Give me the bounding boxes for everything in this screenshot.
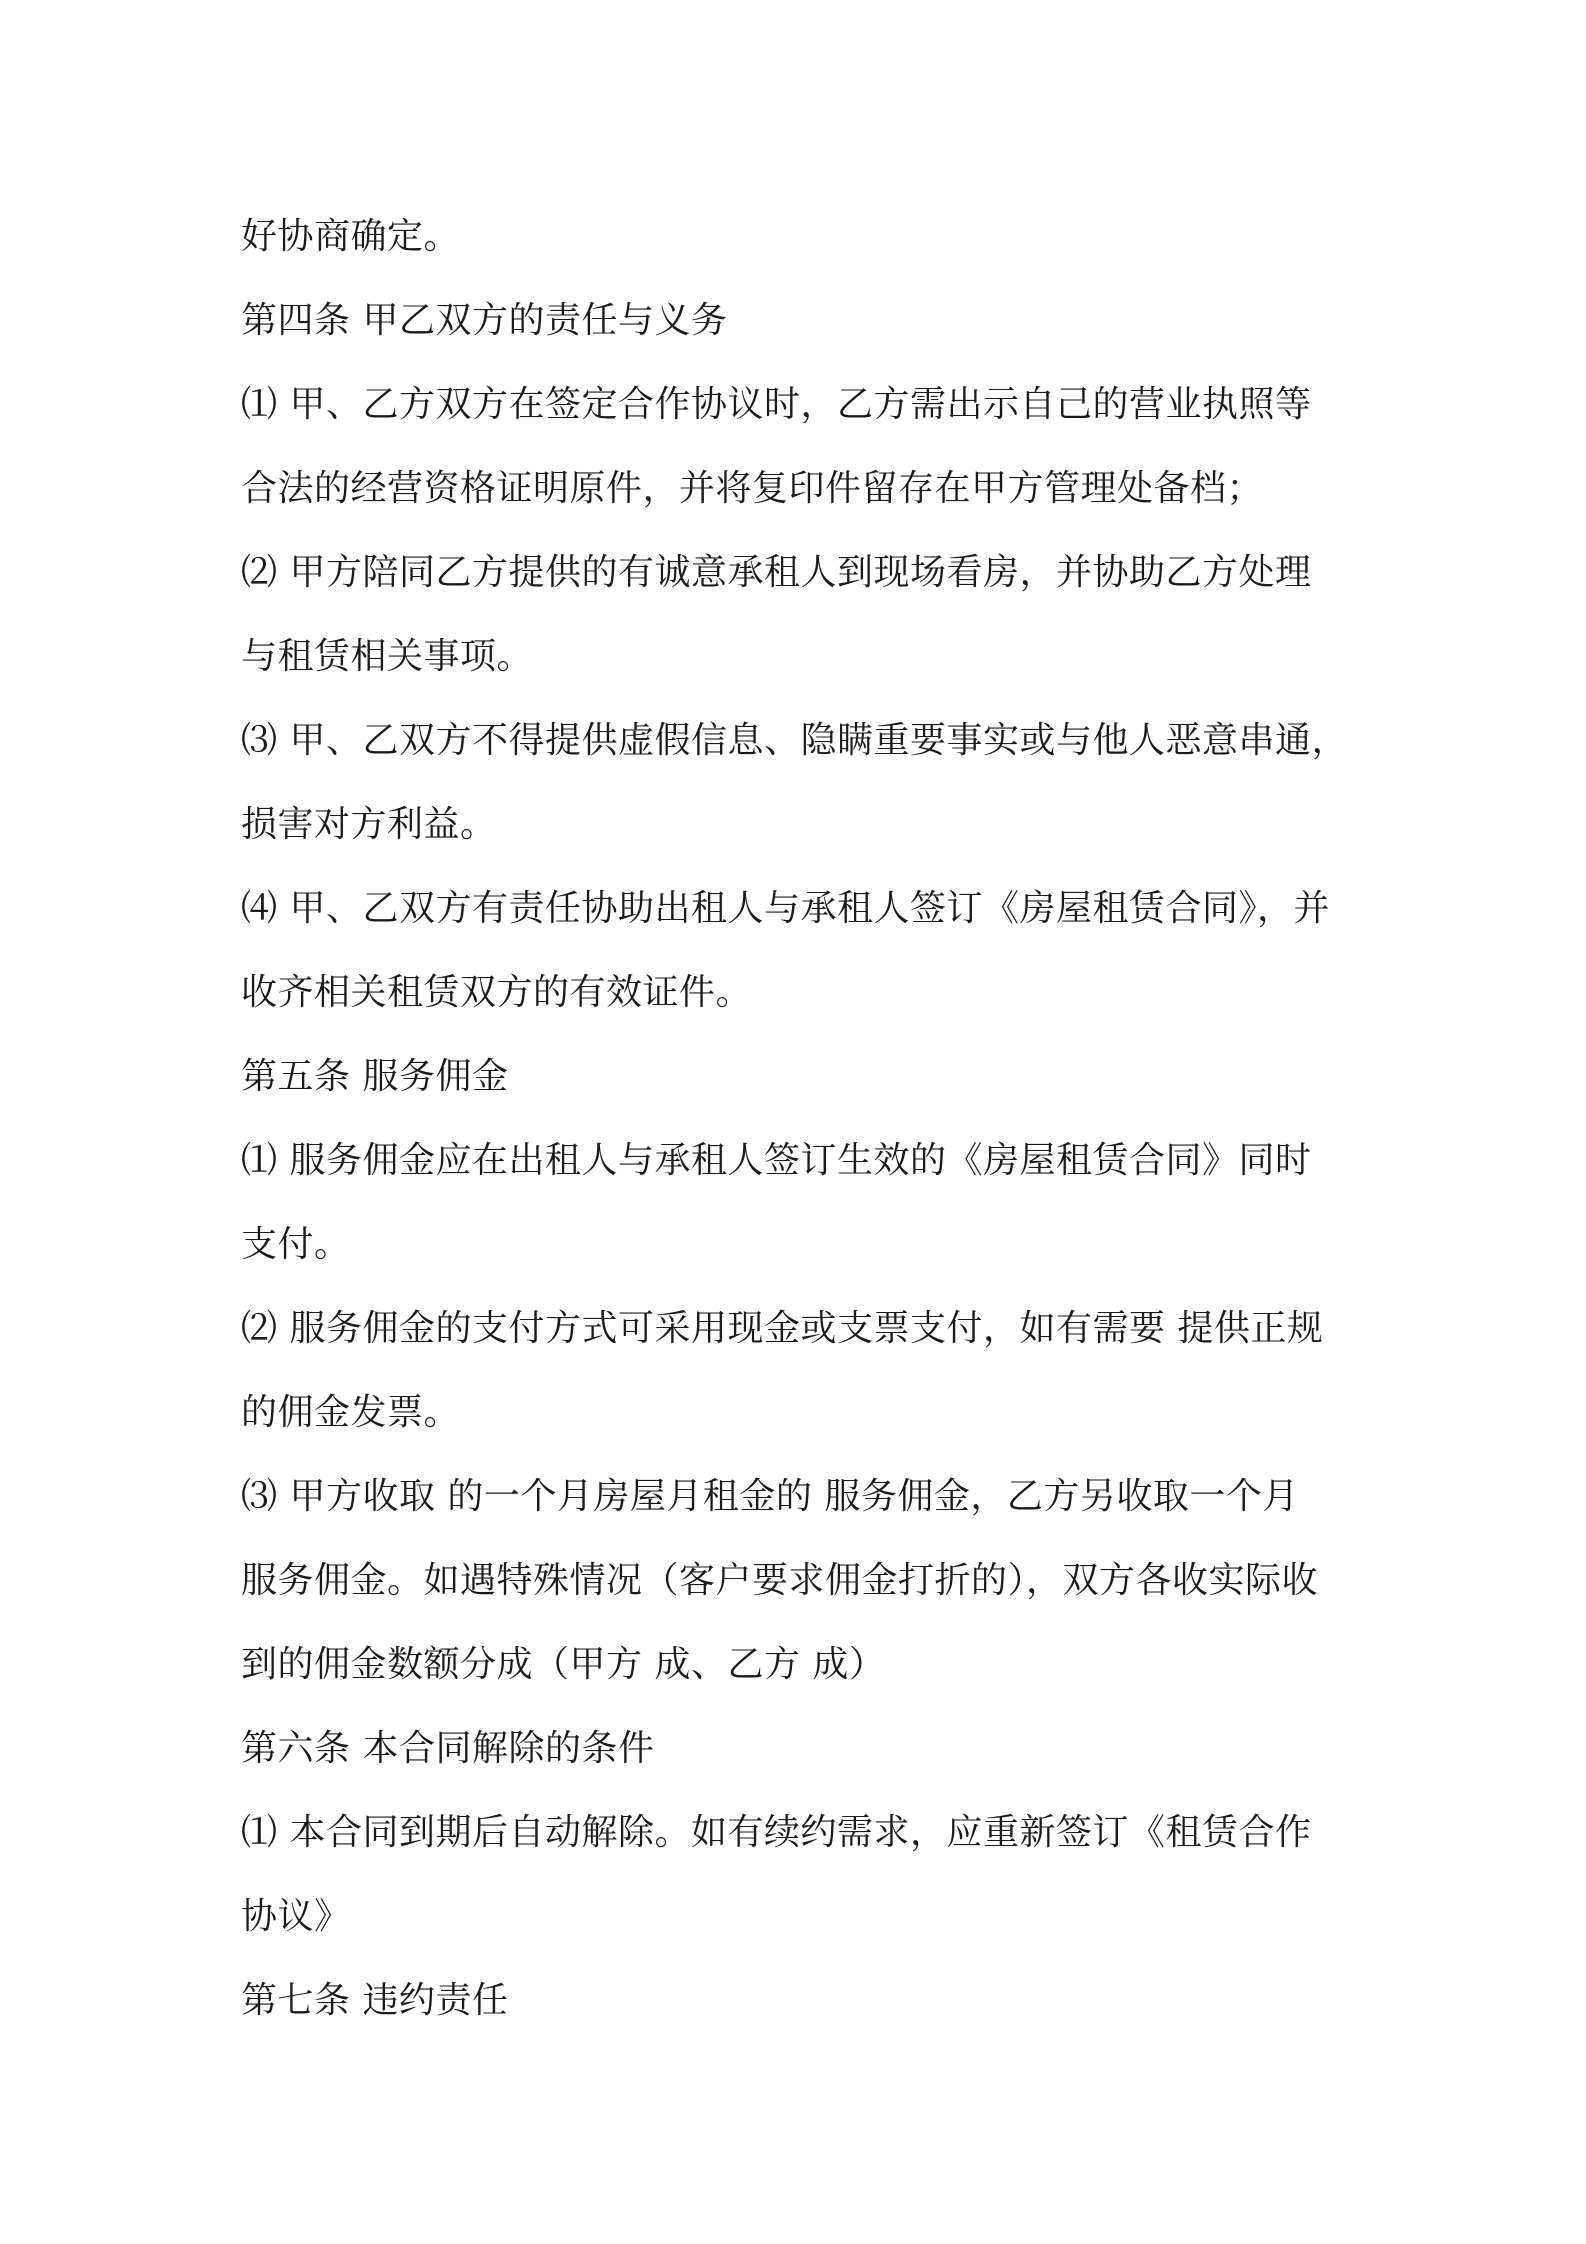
text-line: 协议》 — [241, 1896, 351, 1937]
text-line: 服务佣金。如遇特殊情况（客户要求佣金打折的），双方各收实际收 — [241, 1560, 1319, 1601]
article-4-heading: 第四条 甲乙双方的责任与义务 — [241, 300, 728, 341]
text-line: ⑵ 服务佣金的支付方式可采用现金或支票支付，如有需要 提供正规 — [241, 1308, 1324, 1349]
text-line: 好协商确定。 — [241, 216, 461, 257]
text-line: 的佣金发票。 — [241, 1392, 461, 1433]
text-line: 损害对方利益。 — [241, 804, 497, 845]
text-line: 合法的经营资格证明原件，并将复印件留存在甲方管理处备档； — [241, 468, 1264, 509]
text-line: 到的佣金数额分成（甲方 成、乙方 成） — [241, 1644, 886, 1685]
text-line: ⑴ 服务佣金应在出租人与承租人签订生效的《房屋租赁合同》同时 — [241, 1140, 1312, 1181]
document-body — [241, 195, 1371, 2043]
text-line: ⑷ 甲、乙双方有责任协助出租人与承租人签订《房屋租赁合同》，并 — [241, 888, 1330, 929]
text-line: 支付。 — [241, 1224, 351, 1265]
text-line: 收齐相关租赁双方的有效证件。 — [241, 972, 753, 1013]
text-line: ⑴ 甲、乙方双方在签定合作协议时，乙方需出示自己的营业执照等 — [241, 384, 1312, 425]
article-5-heading: 第五条 服务佣金 — [241, 1056, 509, 1097]
text-line: ⑶ 甲、乙双方不得提供虚假信息、隐瞒重要事实或与他人恶意串通， — [241, 720, 1348, 761]
text-line: 与租赁相关事项。 — [241, 636, 534, 677]
text-line: ⑴ 本合同到期后自动解除。如有续约需求，应重新签订《租赁合作 — [241, 1812, 1312, 1853]
article-7-heading: 第七条 违约责任 — [241, 1980, 509, 2021]
article-6-heading: 第六条 本合同解除的条件 — [241, 1728, 655, 1769]
text-line: ⑵ 甲方陪同乙方提供的有诚意承租人到现场看房，并协助乙方处理 — [241, 552, 1312, 593]
text-line: ⑶ 甲方收取 的一个月房屋月租金的 服务佣金，乙方另收取一个月 — [241, 1476, 1299, 1517]
